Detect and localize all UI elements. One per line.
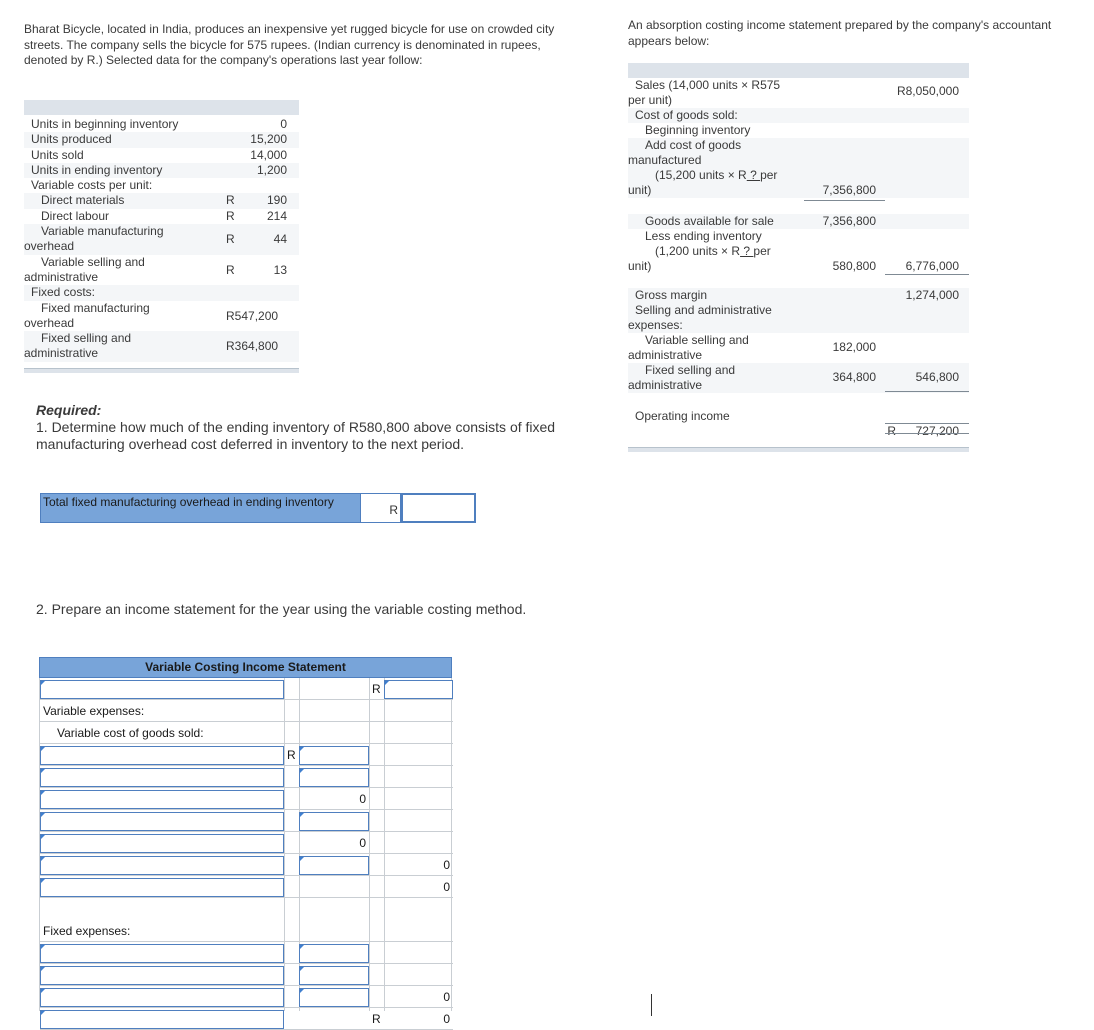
units-produced-label: Units produced: [31, 132, 112, 147]
vc-contribution-value: 0: [443, 880, 450, 894]
answer-1-input[interactable]: [401, 493, 476, 523]
question-2: 2. Prepare an income statement for the year using the variable costing method.: [36, 601, 527, 617]
units-sold-label: Units sold: [31, 147, 84, 162]
selected-data-table: [24, 100, 299, 373]
vc-cogs-line-4-amount[interactable]: [299, 812, 369, 831]
begin-inv-label: Beginning inventory: [645, 123, 751, 137]
units-begin-label: Units in beginning inventory: [31, 117, 179, 131]
vc-subtotal-2: 0: [359, 836, 366, 850]
dl-currency: R: [226, 208, 235, 223]
vc-fixed-line-1-label[interactable]: [40, 944, 284, 963]
units-begin-value: 0: [280, 117, 287, 131]
dm-value: 190: [266, 193, 287, 208]
units-end-value: 1,200: [256, 162, 287, 177]
add-cogm-detail: (15,200 units × R ? per: [655, 168, 778, 182]
rule-line: [804, 200, 885, 201]
vc-fixed-total-label[interactable]: [40, 988, 284, 1007]
sa-expenses-label: Selling and administrative expenses:: [628, 303, 772, 332]
fmo-label: Fixed manufacturing overhead: [24, 300, 150, 330]
abs-fsa-value: 364,800: [832, 370, 876, 384]
fmo-value: R547,200: [226, 308, 279, 323]
vc-fixed-total-amount[interactable]: [299, 988, 369, 1007]
oi-currency: R: [887, 424, 896, 438]
answer-1-currency: R: [361, 493, 401, 523]
question-1: 1. Determine how much of the ending inventory of R580,800 above consists of fixed manufacturing overhead cost deferred in inventory to the next period.: [36, 419, 556, 452]
text-cursor: [651, 994, 652, 1016]
vc-var-total: 0: [443, 858, 450, 872]
add-cogm-value: 7,356,800: [822, 183, 876, 197]
units-produced-value: 15,200: [250, 132, 287, 147]
fsa-value: R364,800: [226, 339, 279, 354]
vc-sales-amount-input[interactable]: [384, 680, 453, 699]
less-ending-inv-label: Less ending inventory: [645, 229, 762, 243]
vmo-value: 44: [273, 232, 287, 247]
abs-vsa-label: Variable selling and administrative: [628, 333, 749, 362]
vc-cogs-line-1-amount[interactable]: [299, 746, 369, 765]
problem-intro: Bharat Bicycle, located in India, produces an inexpensive yet rugged bicycle for use on crowded city streets. The company sells the bicycle for 575 rupees. (Indian currency is denominated in rupees, denoted by R.) Selected data for the company's operations last year follow:: [24, 22, 555, 67]
vc-cogs-line-5-label[interactable]: [40, 834, 284, 853]
goods-available-value: 7,356,800: [822, 214, 876, 228]
statement-footer: [628, 447, 969, 452]
gross-margin-value: 1,274,000: [905, 288, 959, 302]
operating-income-label: Operating income: [635, 409, 730, 423]
required-heading: Required:: [36, 402, 102, 418]
vsa-label: Variable selling and administrative: [24, 254, 145, 284]
answer-1-row: [40, 493, 435, 523]
vc-fixed-line-1-amount[interactable]: [299, 944, 369, 963]
vc-cogs-line-3-label[interactable]: [40, 790, 284, 809]
units-sold-value: 14,000: [250, 147, 287, 162]
vc-cogs-line-2-label[interactable]: [40, 768, 284, 787]
cogs-label: Cost of goods sold:: [635, 108, 738, 122]
vc-var-exp-label: Variable expenses:: [43, 704, 145, 718]
vc-var-line-label[interactable]: [40, 856, 284, 875]
gross-margin-label: Gross margin: [635, 288, 708, 302]
abs-vsa-value: 182,000: [832, 340, 876, 354]
fixed-costs-label: Fixed costs:: [31, 285, 96, 300]
vc-sales-label-input[interactable]: [40, 680, 284, 699]
vc-net-income-value: 0: [443, 1012, 450, 1026]
sa-total-value: 546,800: [915, 370, 959, 384]
vc-var-line-amount[interactable]: [299, 856, 369, 875]
variable-costing-statement: Variable Costing Income Statement R Variable expenses: Variable cost of goods sold: R 0 0 0 0 Fixed expenses: 0 R 0: [39, 657, 452, 1011]
operating-income-value: 727,200: [915, 424, 959, 438]
vc-cogs-line-2-amount[interactable]: [299, 768, 369, 787]
goods-available-label: Goods available for sale: [645, 214, 774, 228]
vc-cogs-line-4-label[interactable]: [40, 812, 284, 831]
vsa-currency: R: [226, 262, 235, 277]
vc-fixed-line-2-amount[interactable]: [299, 966, 369, 985]
dm-label: Direct materials: [41, 193, 125, 208]
sales-value: R8,050,000: [896, 84, 959, 98]
answer-1-label: Total fixed manufacturing overhead in ending inventory: [40, 493, 361, 523]
vc-fixed-exp-label: Fixed expenses:: [43, 924, 131, 938]
dm-currency: R: [226, 193, 235, 208]
vc-fixed-total: 0: [443, 990, 450, 1004]
vc-var-cogs-label: Variable cost of goods sold:: [57, 726, 204, 740]
vc-title: Variable Costing Income Statement: [39, 657, 452, 678]
double-rule: [885, 423, 969, 434]
absorption-intro: An absorption costing income statement prepared by the company's accountant appears below:: [628, 18, 1052, 48]
var-costs-label: Variable costs per unit:: [31, 178, 153, 193]
fsa-label: Fixed selling and administrative: [24, 331, 132, 361]
vc-net-income-label[interactable]: [40, 1010, 284, 1029]
cogs-total-value: 6,776,000: [905, 259, 959, 273]
less-ending-inv-detail: (1,200 units × R ? per: [655, 244, 771, 258]
vmo-label: Variable manufacturing overhead: [24, 224, 164, 254]
vmo-currency: R: [226, 232, 235, 247]
abs-fsa-label: Fixed selling and administrative: [628, 363, 736, 392]
vc-subtotal-1: 0: [359, 792, 366, 806]
vsa-value: 13: [273, 262, 287, 277]
vc-contribution-label[interactable]: [40, 878, 284, 897]
add-cogm-label: Add cost of goods manufactured: [628, 138, 742, 167]
units-end-label: Units in ending inventory: [31, 162, 163, 177]
vc-fixed-line-2-label[interactable]: [40, 966, 284, 985]
absorption-statement: Sales (14,000 units × R575 per unit) R8,050,000 Cost of goods sold: Beginning inventory Add cost of goods manufactured (15,200 units × R ? per unit) 7,356,800 Goods available for sale 7,356,800 Less ending inventory (1,200 units × R ? per unit) 580,800 6,776,000 Gross margin 1,274,000 Selling and administrative expenses: Variable selling and administrative 182,000 Fixed selling and administrative 364,800 546,800 Operating income R 727,200: [628, 63, 969, 424]
rule-line: [885, 274, 969, 275]
dl-value: 214: [266, 208, 287, 223]
sales-label: Sales (14,000 units × R575 per unit): [628, 78, 781, 107]
less-ending-inv-value: 580,800: [832, 259, 876, 273]
dl-label: Direct labour: [41, 208, 110, 223]
rule-line: [885, 391, 969, 392]
vc-cogs-line-1-label[interactable]: [40, 746, 284, 765]
